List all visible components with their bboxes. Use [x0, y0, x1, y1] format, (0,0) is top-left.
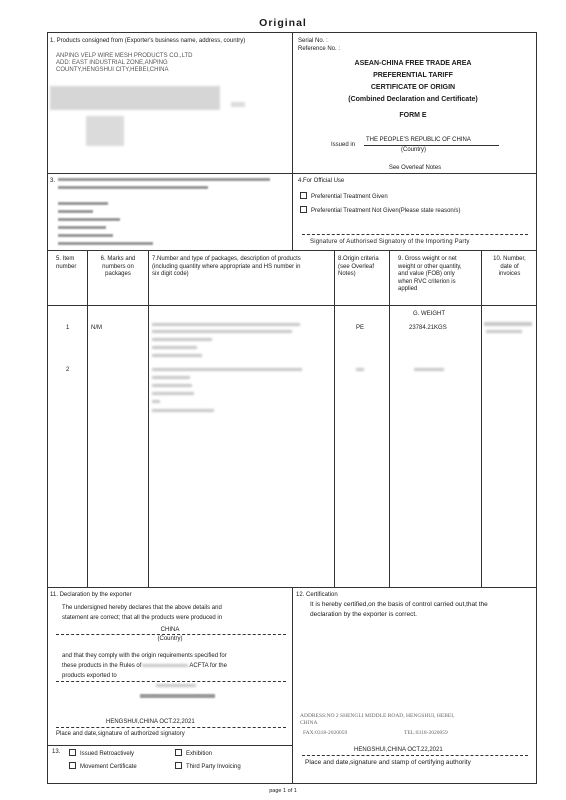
redacted-description	[152, 354, 202, 357]
exporter-place-date: HENGSHUI,CHINA OCT.22,2021	[106, 719, 195, 725]
exporter-name: ANPING VELP WIRE MESH PRODUCTS CO.,LTD	[56, 53, 193, 59]
declaration-line-2: statement are correct; that all the products were produced in	[62, 615, 223, 621]
exporter-address-1: ADD: EAST INDUSTRIAL ZONE,ANPING	[56, 60, 168, 66]
overleaf-notes: See Overleaf Notes	[388, 165, 442, 171]
page-indicator: page 1 of 1	[269, 788, 297, 794]
divider-col-header	[47, 250, 537, 251]
col-6-header: 6. Marks and numbers on packages	[100, 256, 136, 277]
redacted-consignee	[58, 234, 113, 237]
col-5-header: 5. Item number	[56, 256, 77, 270]
third-party-invoicing-option[interactable]	[175, 762, 241, 772]
serial-number-label: Serial No. :	[298, 38, 328, 44]
importing-signatory-caption: Signature of Authorised Signatory of the Importing Party	[310, 239, 470, 245]
redacted-block	[231, 102, 245, 107]
country-line	[56, 634, 286, 635]
weight-header: G. WEIGHT	[413, 311, 445, 317]
treatment-not-given-label: Preferential Treatment Not Given(Please state reason/s)	[311, 208, 461, 214]
row1-origin-criteria: PE	[356, 325, 365, 331]
exporter-place-caption: Place and date,signature of authorized signatory	[56, 731, 185, 737]
redacted-description	[152, 330, 292, 333]
col-7-header: 7.Number and type of packages, description of products (including quantity where appropriate and HS number in six digit code)	[152, 256, 301, 277]
movement-certificate-label: Movement Certificate	[80, 764, 137, 770]
row1-item-number: 1	[66, 325, 70, 331]
issued-retroactively-label: Issued Retroactively	[80, 751, 135, 757]
certificate-title-2: PREFERENTIAL TARIFF	[373, 72, 453, 79]
issued-in-label: Issued in	[331, 142, 356, 148]
treatment-given-option[interactable]	[300, 192, 388, 202]
box11-label: 11. Declaration by the exporter	[50, 592, 132, 598]
authority-signature-line	[302, 755, 528, 756]
authority-address-1: ADDRESS:NO 2 SHENGLI MIDDLE ROAD, HENGSHUI, HEBEI,	[300, 713, 455, 719]
export-country-line	[56, 681, 286, 682]
col-10-header: 10. Number, date of invoices	[493, 256, 526, 277]
box4-label: 4.For Official Use	[298, 178, 345, 184]
redacted-description	[152, 409, 214, 412]
divider-box13	[47, 745, 292, 746]
certificate-title-4: (Combined Declaration and Certificate)	[348, 96, 478, 103]
divider-header-bottom	[47, 305, 537, 306]
declaration-country-caption: (Country)	[157, 636, 183, 642]
col-7-8-divider	[334, 250, 335, 587]
authority-tel: TEL:0318-2020059	[404, 730, 448, 736]
issued-country-caption: (Country)	[401, 147, 427, 153]
reference-number-label: Reference No. :	[298, 46, 341, 52]
authority-address-2: CHINA	[300, 720, 318, 726]
exporter-address-2: COUNTY,HENGSHUI CITY,HEBEI,CHINA	[56, 67, 169, 73]
row2-item-number: 2	[66, 367, 70, 373]
redacted-description	[152, 346, 197, 349]
redacted-rules	[142, 664, 188, 667]
checkbox-icon[interactable]	[300, 206, 307, 213]
redacted-consignee	[58, 226, 106, 229]
certification-line-1: It is hereby certified,on the basis of control carried out,that the	[310, 601, 488, 608]
redacted-invoice	[486, 330, 522, 333]
exhibition-label: Exhibition	[186, 751, 213, 757]
declaration-line-3: and that they comply with the origin requirements specified for	[62, 653, 227, 659]
document-title: Original	[259, 17, 307, 29]
box3-label: 3.	[50, 178, 56, 184]
checkbox-icon[interactable]	[175, 762, 182, 769]
authority-place-date: HENGSHUI,CHINA OCT.22,2021	[354, 747, 443, 753]
box12-label: 12. Certification	[296, 592, 338, 598]
redacted-export-country	[156, 684, 196, 687]
checkbox-icon[interactable]	[69, 762, 76, 769]
redacted-block	[86, 116, 124, 146]
divider-vertical-bottom	[292, 587, 293, 784]
issued-retroactively-option[interactable]	[69, 749, 134, 759]
redacted-consignee	[58, 218, 120, 221]
issued-country-underline	[364, 145, 499, 146]
certificate-title-3: CERTIFICATE OF ORIGIN	[370, 84, 456, 91]
exhibition-option[interactable]	[175, 749, 212, 759]
treatment-given-label: Preferential Treatment Given	[311, 194, 388, 200]
checkbox-icon[interactable]	[175, 749, 182, 756]
redacted-block	[50, 86, 220, 110]
checkbox-icon[interactable]	[69, 749, 76, 756]
exporter-signature-line	[56, 727, 286, 728]
col-5-6-divider	[87, 250, 88, 587]
certificate-title-1: ASEAN-CHINA FREE TRADE AREA	[354, 60, 472, 67]
redacted-weight	[414, 368, 444, 371]
col-9-header: 9. Gross weight or net weight or other quantity, and value (FOB) only when RVC criterion is applied	[398, 256, 462, 292]
redacted-consignee	[58, 242, 153, 245]
col-8-9-divider	[389, 250, 390, 587]
issued-country: THE PEOPLE'S REPUBLIC OF CHINA	[366, 137, 471, 143]
col-6-7-divider	[148, 250, 149, 587]
box1-label: 1. Products consigned from (Exporter's business name, address, country)	[50, 38, 246, 44]
box13-label: 13.	[52, 749, 61, 755]
redacted-description	[152, 384, 192, 387]
redacted-consignee	[58, 178, 270, 181]
redacted-consignee	[58, 186, 208, 189]
form-e-label: FORM E	[399, 112, 427, 119]
col-8-header: 8.Origin criteria (see Overleaf Notes)	[338, 256, 379, 277]
row1-marks: N/M	[91, 325, 102, 331]
col-9-10-divider	[481, 250, 482, 587]
redacted-description	[152, 392, 194, 395]
redacted-description	[152, 368, 302, 371]
declaration-line-5: products exported to	[62, 673, 117, 679]
signature-line	[302, 234, 528, 235]
redacted-origin	[356, 368, 364, 371]
redacted-description	[152, 376, 190, 379]
redacted-invoice	[484, 322, 532, 326]
redacted-consignee	[58, 210, 93, 213]
authority-place-caption: Place and date,signature and stamp of certifying authority	[305, 759, 471, 766]
certification-line-2: declaration by the exporter is correct.	[310, 611, 417, 618]
third-party-invoicing-label: Third Party Invoicing	[186, 764, 241, 770]
declaration-line-4: these products in the Rules of ACFTA for the	[62, 663, 227, 669]
redacted-signature	[140, 694, 215, 698]
redacted-description	[152, 323, 300, 326]
declaration-country: CHINA	[160, 627, 180, 633]
row1-gross-weight: 23784.21KGS	[409, 325, 447, 331]
treatment-not-given-option[interactable]	[300, 206, 460, 216]
redacted-description	[152, 338, 212, 341]
declaration-line-1: The undersigned hereby declares that the above details and	[62, 605, 222, 611]
redacted-consignee	[58, 202, 108, 205]
movement-certificate-option[interactable]	[69, 762, 137, 772]
checkbox-icon[interactable]	[300, 192, 307, 199]
redacted-description	[152, 400, 160, 403]
authority-fax: FAX:0318-2020059	[303, 730, 348, 736]
